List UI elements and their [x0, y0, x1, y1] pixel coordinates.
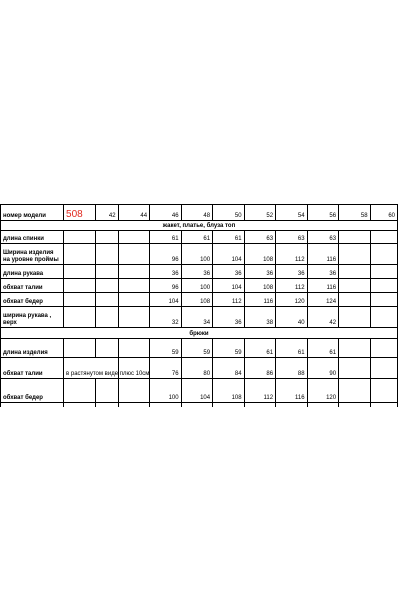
cell: 104 — [150, 293, 182, 307]
cell: 80 — [181, 358, 213, 379]
row-note — [64, 307, 96, 328]
cell: 40 — [276, 307, 308, 328]
size-header: 46 — [150, 205, 182, 221]
cell: 84 — [213, 358, 245, 379]
cell — [95, 265, 118, 279]
cell — [370, 279, 397, 293]
size-header: 56 — [307, 205, 339, 221]
row-note — [64, 265, 96, 279]
size-header: 50 — [213, 205, 245, 221]
cell: 59 — [181, 339, 213, 358]
tail-cell — [1, 403, 64, 408]
cell: 108 — [244, 244, 276, 265]
cell: 63 — [307, 231, 339, 244]
tail-cell — [244, 403, 276, 408]
cell — [95, 293, 118, 307]
cell: 116 — [276, 379, 308, 403]
table-row — [1, 293, 398, 307]
cell: 116 — [307, 279, 339, 293]
tail-cell — [213, 403, 245, 408]
tail-cell — [307, 403, 339, 408]
cell: 100 — [181, 244, 213, 265]
tail-cell — [276, 403, 308, 408]
cell — [95, 231, 118, 244]
cell: 90 — [307, 358, 339, 379]
tail-cell — [181, 403, 213, 408]
cell — [339, 293, 371, 307]
cell: 59 — [213, 339, 245, 358]
cell: 38 — [244, 307, 276, 328]
cell: 120 — [307, 379, 339, 403]
table-row — [1, 358, 398, 379]
table-row — [1, 307, 398, 328]
cell: 34 — [181, 307, 213, 328]
cell: 88 — [276, 358, 308, 379]
row-label: обхват талии — [1, 279, 64, 293]
table-tail-row — [1, 403, 398, 408]
cell — [339, 339, 371, 358]
tail-cell — [370, 403, 397, 408]
cell: 112 — [276, 244, 308, 265]
tail-cell — [339, 403, 371, 408]
cell — [370, 339, 397, 358]
table-row — [1, 279, 398, 293]
cell: 36 — [150, 265, 182, 279]
size-header: 60 — [370, 205, 397, 221]
cell — [95, 339, 118, 358]
cell: 36 — [276, 265, 308, 279]
cell: 108 — [213, 379, 245, 403]
cell: 61 — [150, 231, 182, 244]
cell: 112 — [244, 379, 276, 403]
cell: 120 — [276, 293, 308, 307]
row-note: в растянутом виде плюс 10см — [64, 358, 119, 379]
cell: 36 — [244, 265, 276, 279]
cell — [339, 358, 371, 379]
cell — [339, 379, 371, 403]
cell: 61 — [276, 339, 308, 358]
tail-cell — [95, 403, 118, 408]
cell: 108 — [244, 279, 276, 293]
cell — [370, 231, 397, 244]
row-note — [64, 293, 96, 307]
row-note — [64, 339, 96, 358]
cell: 104 — [213, 244, 245, 265]
cell: 61 — [244, 339, 276, 358]
cell: 116 — [307, 244, 339, 265]
row-label: обхват бедер — [1, 293, 64, 307]
cell: 76 — [150, 358, 182, 379]
cell: 61 — [181, 231, 213, 244]
cell: 36 — [181, 265, 213, 279]
cell — [339, 231, 371, 244]
row-label: обхват талии — [1, 358, 64, 379]
section-title-bottom: брюки — [1, 328, 398, 339]
row-note — [64, 379, 96, 403]
size-header: 54 — [276, 205, 308, 221]
cell: 59 — [150, 339, 182, 358]
size-header: 42 — [95, 205, 118, 221]
cell: 63 — [244, 231, 276, 244]
cell — [370, 358, 397, 379]
model-number: 508 — [64, 205, 96, 221]
cell: 104 — [181, 379, 213, 403]
cell: 100 — [150, 379, 182, 403]
size-header: 44 — [118, 205, 150, 221]
cell — [370, 307, 397, 328]
cell: 36 — [213, 265, 245, 279]
cell — [118, 231, 150, 244]
cell — [370, 379, 397, 403]
table-row — [1, 339, 398, 358]
cell: 112 — [213, 293, 245, 307]
section-header-row — [1, 328, 398, 339]
cell: 96 — [150, 279, 182, 293]
table-row — [1, 265, 398, 279]
row-note — [64, 231, 96, 244]
cell — [118, 279, 150, 293]
size-header: 52 — [244, 205, 276, 221]
row-label: обхват бедер — [1, 379, 64, 403]
tail-cell — [118, 403, 150, 408]
cell — [118, 265, 150, 279]
cell: 42 — [307, 307, 339, 328]
row-label: длина спинки — [1, 231, 64, 244]
tail-cell — [64, 403, 96, 408]
cell — [339, 265, 371, 279]
row-label: ширина рукава , верх — [1, 307, 64, 328]
cell — [339, 307, 371, 328]
cell — [95, 379, 118, 403]
cell — [95, 244, 118, 265]
cell — [95, 307, 118, 328]
cell — [118, 339, 150, 358]
cell — [339, 244, 371, 265]
section-title-top: жакет, платье, блуза топ — [1, 221, 398, 231]
tail-cell — [150, 403, 182, 408]
cell — [339, 279, 371, 293]
cell — [370, 265, 397, 279]
row-note — [64, 244, 96, 265]
cell: 100 — [181, 279, 213, 293]
cell — [370, 293, 397, 307]
cell: 32 — [150, 307, 182, 328]
header-row — [1, 205, 398, 221]
cell: 112 — [276, 279, 308, 293]
cell: 61 — [307, 339, 339, 358]
section-header-row — [1, 221, 398, 231]
cell — [95, 279, 118, 293]
cell: 116 — [244, 293, 276, 307]
table-row — [1, 379, 398, 403]
cell — [370, 244, 397, 265]
row-label: длина изделия — [1, 339, 64, 358]
cell — [118, 379, 150, 403]
cell: 96 — [150, 244, 182, 265]
size-header: 48 — [181, 205, 213, 221]
row-note — [64, 279, 96, 293]
row-label: длина рукава — [1, 265, 64, 279]
cell: 61 — [213, 231, 245, 244]
cell: 108 — [181, 293, 213, 307]
cell: 63 — [276, 231, 308, 244]
cell — [118, 293, 150, 307]
cell — [118, 244, 150, 265]
table-row — [1, 231, 398, 244]
size-header: 58 — [339, 205, 371, 221]
cell: 124 — [307, 293, 339, 307]
cell — [118, 307, 150, 328]
row-label: Ширина изделия на уровне проймы — [1, 244, 64, 265]
cell: 86 — [244, 358, 276, 379]
table-row — [1, 244, 398, 265]
model-label: номер модели — [1, 205, 64, 221]
cell: 36 — [307, 265, 339, 279]
cell: 36 — [213, 307, 245, 328]
size-chart-table — [0, 204, 398, 407]
cell: 104 — [213, 279, 245, 293]
